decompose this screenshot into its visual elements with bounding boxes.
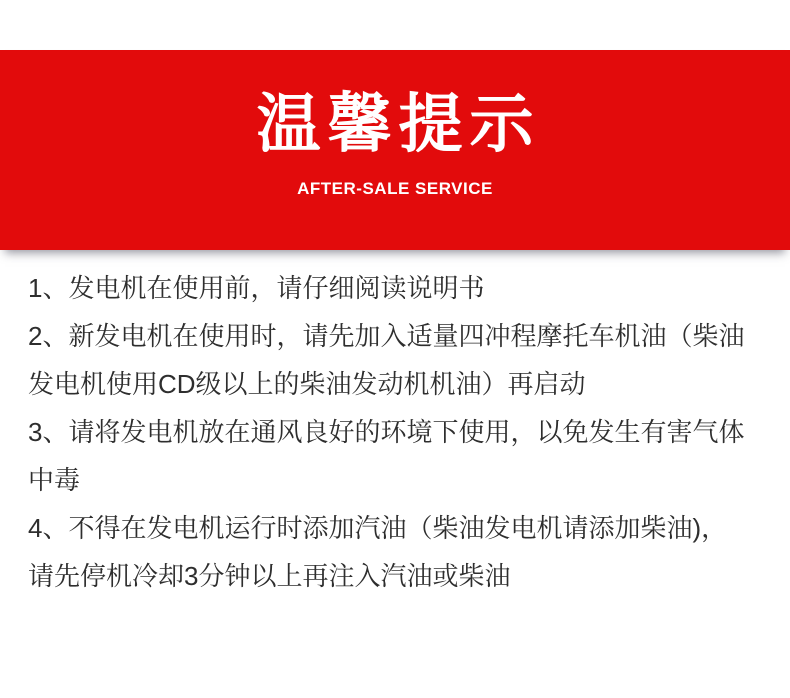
tip-2-line-1: 2、新发电机在使用时，请先加入适量四冲程摩托车机油（柴油 — [28, 321, 745, 351]
banner-title: 温馨提示 — [256, 88, 541, 160]
after-sale-banner — [0, 50, 790, 250]
tips-list — [28, 264, 768, 600]
tip-4-line-2: 请先停机冷却3分钟以上再注入汽油或柴油 — [28, 561, 511, 591]
banner-subtitle: AFTER-SALE SERVICE — [297, 179, 493, 198]
tip-3-line-1: 3、请将发电机放在通风良好的环境下使用，以免发生有害气体 — [28, 417, 745, 447]
tip-4-line-1: 4、不得在发电机运行时添加汽油（柴油发电机请添加柴油)， — [28, 513, 728, 543]
tip-2-line-2: 发电机使用CD级以上的柴油发动机机油）再启动 — [28, 369, 586, 399]
tip-3-line-2: 中毒 — [28, 465, 81, 495]
tip-1-line-1: 1、发电机在使用前，请仔细阅读说明书 — [28, 273, 485, 303]
